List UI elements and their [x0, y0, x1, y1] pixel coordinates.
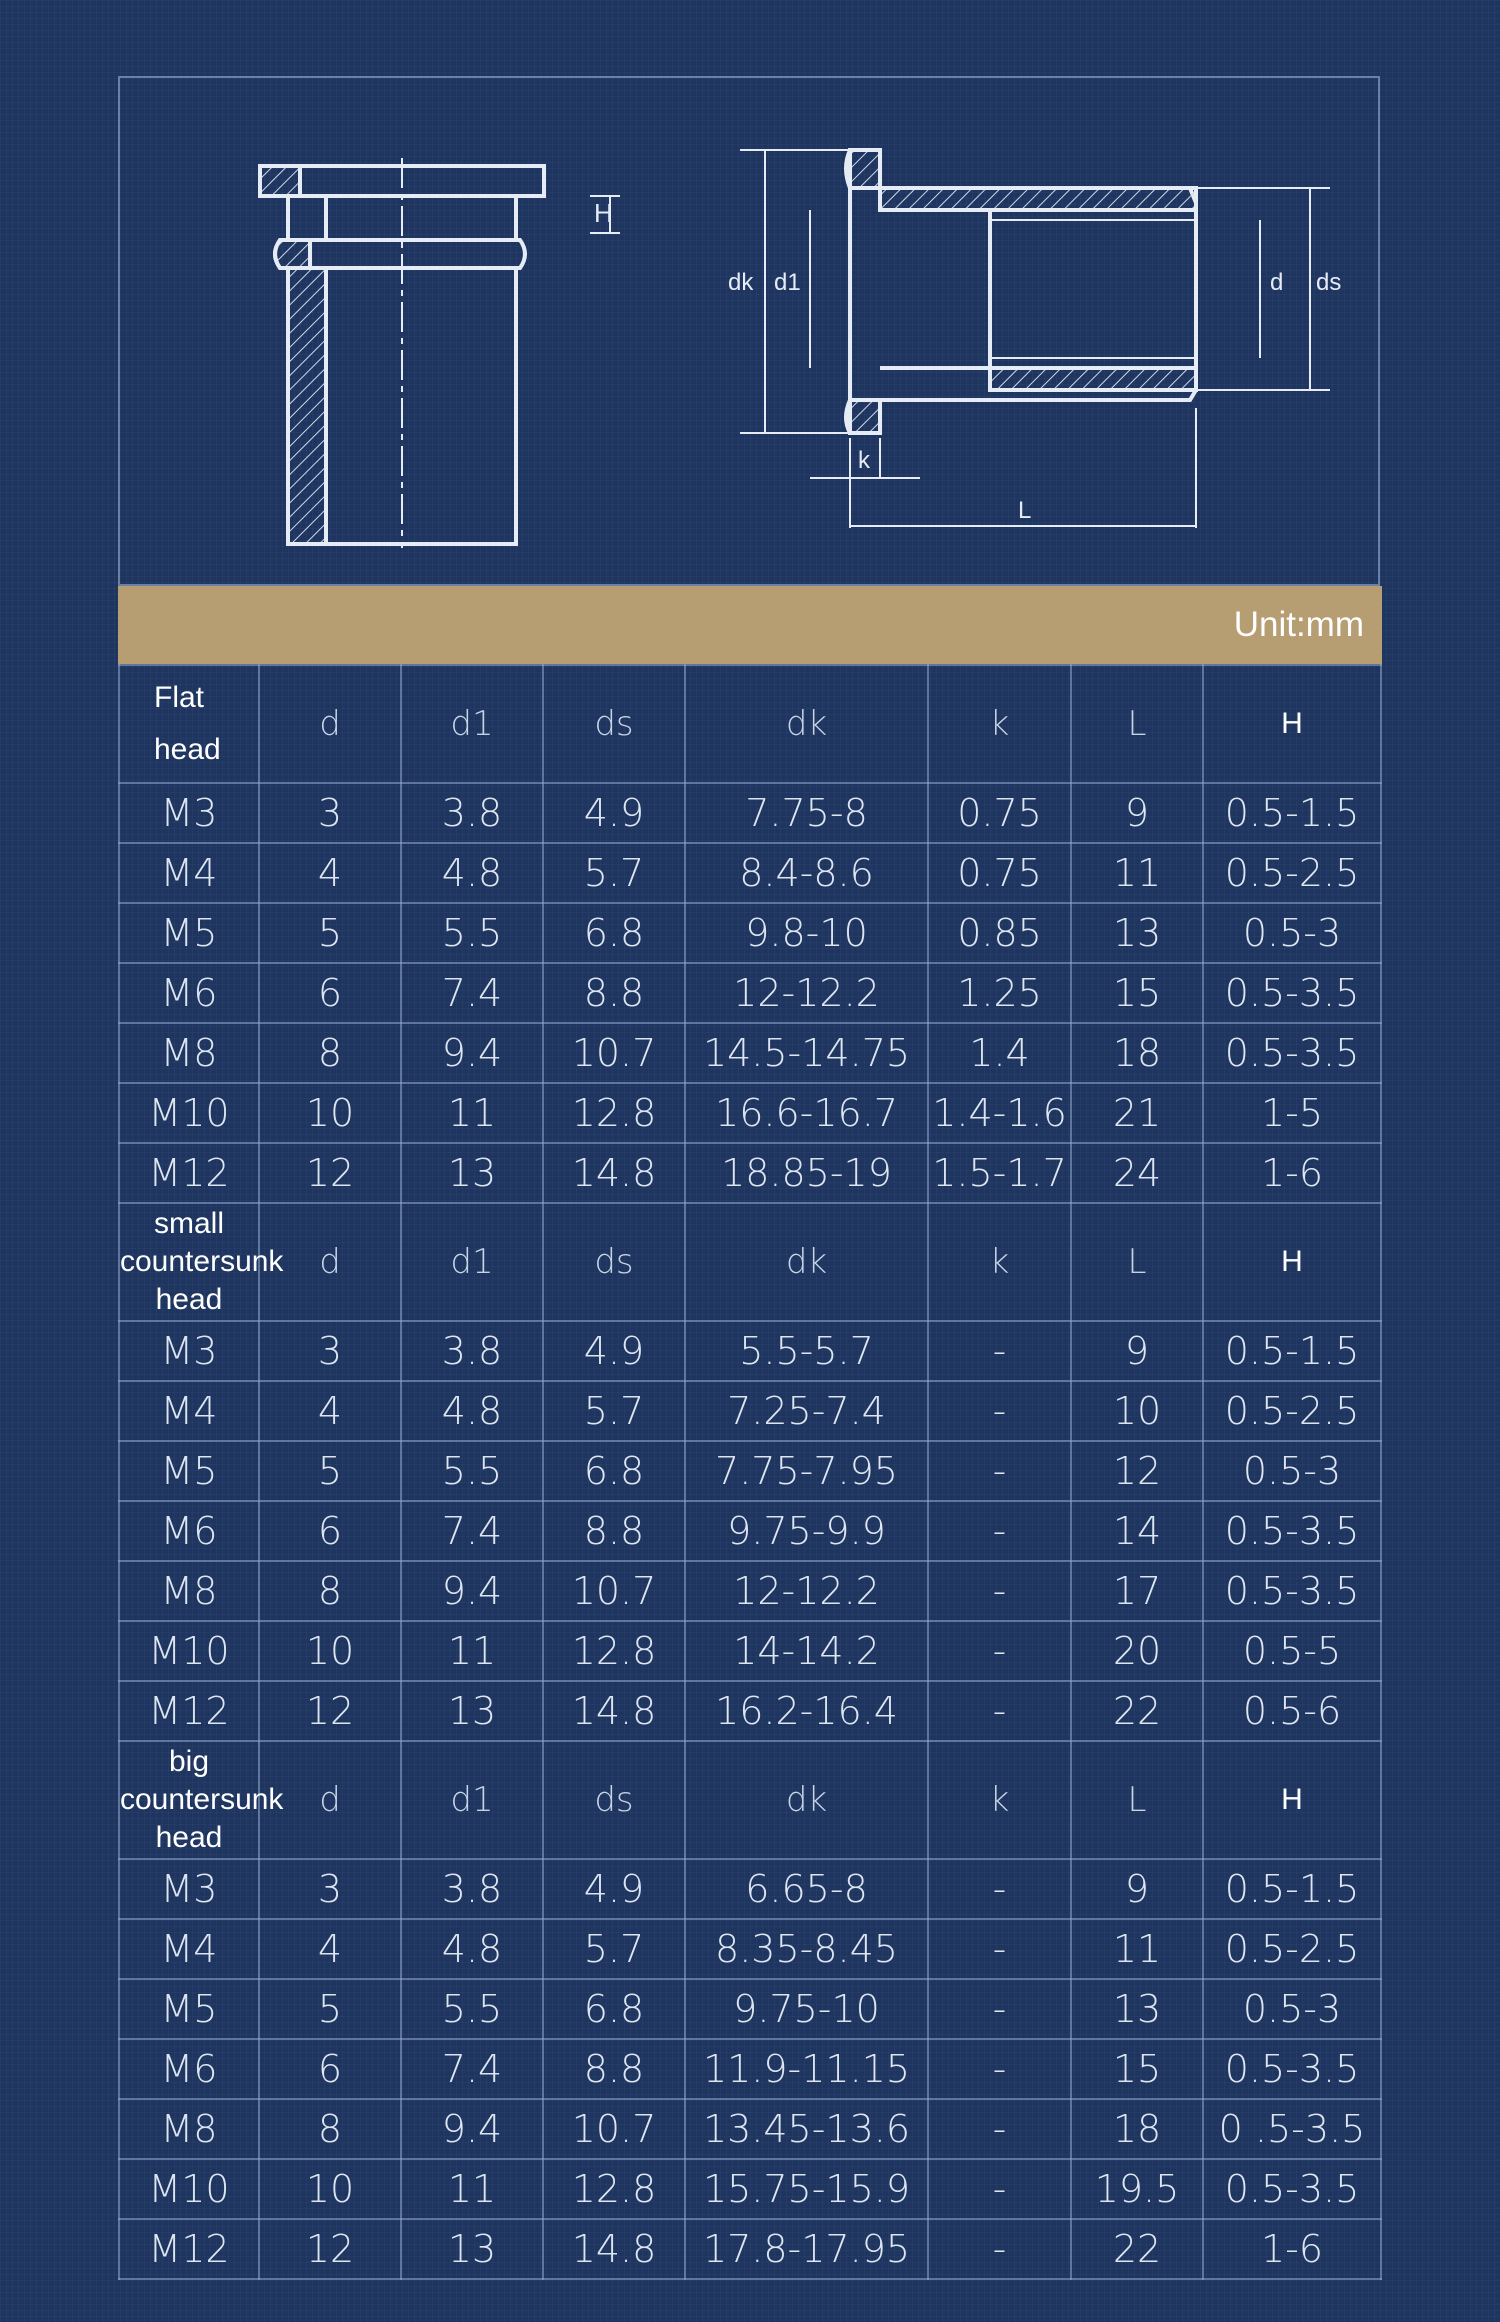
size-cell: M3 — [119, 1321, 259, 1381]
column-header-h: H — [1203, 665, 1381, 783]
size-cell: M5 — [119, 1441, 259, 1501]
size-cell: M3 — [119, 783, 259, 843]
label-d1: d1 — [774, 269, 801, 296]
column-header-k: k — [928, 1741, 1071, 1859]
table-row — [119, 1919, 1381, 1979]
size-cell: M5 — [119, 1979, 259, 2039]
size-cell: M12 — [119, 2219, 259, 2279]
value-cell: 10 — [259, 1083, 401, 1143]
unit-bar — [118, 586, 1382, 664]
value-cell: 18 — [1071, 1023, 1203, 1083]
value-cell: 13.45-13.6 — [685, 2099, 928, 2159]
value-cell: 22 — [1071, 2219, 1203, 2279]
right-section-view — [740, 150, 1330, 528]
value-cell: 8 — [259, 2099, 401, 2159]
value-cell: 0.5-3.5 — [1203, 2159, 1381, 2219]
value-cell: 0.5-3 — [1203, 903, 1381, 963]
value-cell: 6.8 — [543, 1441, 685, 1501]
column-header-d1: d1 — [401, 665, 543, 783]
value-cell: 16.2-16.4 — [685, 1681, 928, 1741]
value-cell: 5.7 — [543, 1381, 685, 1441]
label-ds: ds — [1316, 269, 1342, 296]
value-cell: - — [928, 2219, 1071, 2279]
column-header-d1: d1 — [401, 1203, 543, 1321]
value-cell: 20 — [1071, 1621, 1203, 1681]
size-cell: M8 — [119, 2099, 259, 2159]
column-header-k: k — [928, 665, 1071, 783]
table-row — [119, 1501, 1381, 1561]
value-cell: 14.8 — [543, 2219, 685, 2279]
value-cell: 8.35-8.45 — [685, 1919, 928, 1979]
value-cell: - — [928, 2039, 1071, 2099]
value-cell: - — [928, 1979, 1071, 2039]
value-cell: 0.5-3.5 — [1203, 2039, 1381, 2099]
table-row — [119, 1023, 1381, 1083]
value-cell: 11 — [401, 1621, 543, 1681]
section-label-line: big — [168, 1745, 210, 1778]
value-cell: 9.8-10 — [685, 903, 928, 963]
value-cell: 5.5 — [401, 903, 543, 963]
table-row — [119, 2219, 1381, 2279]
value-cell: 12 — [1071, 1441, 1203, 1501]
value-cell: 5.7 — [543, 843, 685, 903]
table-row — [119, 783, 1381, 843]
value-cell: 0.5-6 — [1203, 1681, 1381, 1741]
unit-label: Unit:mm — [1233, 605, 1364, 644]
value-cell: 0.5-2.5 — [1203, 1919, 1381, 1979]
value-cell: 10.7 — [543, 1023, 685, 1083]
value-cell: - — [928, 1621, 1071, 1681]
value-cell: 5.7 — [543, 1919, 685, 1979]
value-cell: 21 — [1071, 1083, 1203, 1143]
column-header-ds: ds — [543, 665, 685, 783]
column-header-ds: ds — [543, 1741, 685, 1859]
table-row — [119, 1681, 1381, 1741]
value-cell: 0.5-1.5 — [1203, 1321, 1381, 1381]
value-cell: 9 — [1071, 1321, 1203, 1381]
value-cell: 15.75-15.9 — [685, 2159, 928, 2219]
section-header-row — [119, 1741, 1381, 1859]
value-cell: 4.9 — [543, 1321, 685, 1381]
value-cell: 11.9-11.15 — [685, 2039, 928, 2099]
value-cell: 10.7 — [543, 2099, 685, 2159]
value-cell: 9 — [1071, 1859, 1203, 1919]
value-cell: 6.8 — [543, 1979, 685, 2039]
value-cell: 9.4 — [401, 1023, 543, 1083]
value-cell: 0.75 — [928, 843, 1071, 903]
value-cell: 0.5-3.5 — [1203, 1023, 1381, 1083]
value-cell: 10 — [259, 2159, 401, 2219]
value-cell: 9.4 — [401, 1561, 543, 1621]
value-cell: 10 — [1071, 1381, 1203, 1441]
value-cell: 12-12.2 — [685, 963, 928, 1023]
table-row — [119, 1321, 1381, 1381]
value-cell: 7.4 — [401, 963, 543, 1023]
section-label — [119, 665, 259, 783]
value-cell: 9 — [1071, 783, 1203, 843]
value-cell: 13 — [401, 2219, 543, 2279]
value-cell: 0.85 — [928, 903, 1071, 963]
value-cell: 4.8 — [401, 1919, 543, 1979]
column-header-dk: dk — [685, 1203, 928, 1321]
section-label-line: small — [153, 1207, 224, 1240]
size-cell: M3 — [119, 1859, 259, 1919]
value-cell: - — [928, 1381, 1071, 1441]
section-label-line: head — [155, 1283, 223, 1316]
value-cell: 5 — [259, 903, 401, 963]
label-L: L — [1018, 497, 1032, 524]
size-cell: M12 — [119, 1143, 259, 1203]
value-cell: 12.8 — [543, 2159, 685, 2219]
value-cell: 12 — [259, 1681, 401, 1741]
section-label-line: countersunk — [120, 1783, 284, 1816]
table-row — [119, 1381, 1381, 1441]
value-cell: 9.4 — [401, 2099, 543, 2159]
size-cell: M10 — [119, 1083, 259, 1143]
value-cell: - — [928, 1441, 1071, 1501]
table-row — [119, 2159, 1381, 2219]
value-cell: - — [928, 2159, 1071, 2219]
value-cell: 12 — [259, 1143, 401, 1203]
label-H: H — [594, 198, 613, 228]
value-cell: 0.5-3.5 — [1203, 963, 1381, 1023]
column-header-dk: dk — [685, 665, 928, 783]
label-dk: dk — [728, 269, 754, 296]
value-cell: 7.75-7.95 — [685, 1441, 928, 1501]
value-cell: 11 — [1071, 1919, 1203, 1979]
value-cell: 14.5-14.75 — [685, 1023, 928, 1083]
size-cell: M10 — [119, 2159, 259, 2219]
value-cell: 14-14.2 — [685, 1621, 928, 1681]
value-cell: - — [928, 1321, 1071, 1381]
column-header-d: d — [259, 665, 401, 783]
left-section-view — [260, 158, 620, 548]
label-d: d — [1270, 269, 1284, 296]
value-cell: 12-12.2 — [685, 1561, 928, 1621]
table-row — [119, 1561, 1381, 1621]
size-cell: M8 — [119, 1561, 259, 1621]
label-k: k — [858, 447, 870, 474]
value-cell: 0.5-3 — [1203, 1979, 1381, 2039]
table-row — [119, 843, 1381, 903]
value-cell: 15 — [1071, 963, 1203, 1023]
value-cell: 24 — [1071, 1143, 1203, 1203]
value-cell: 14 — [1071, 1501, 1203, 1561]
column-header-l: L — [1071, 665, 1203, 783]
value-cell: - — [928, 1919, 1071, 1979]
value-cell: 17.8-17.95 — [685, 2219, 928, 2279]
value-cell: 7.4 — [401, 2039, 543, 2099]
table-row — [119, 1143, 1381, 1203]
value-cell: 4.9 — [543, 1859, 685, 1919]
value-cell: 8 — [259, 1561, 401, 1621]
table-row — [119, 2039, 1381, 2099]
table-row — [119, 903, 1381, 963]
value-cell: 4.9 — [543, 783, 685, 843]
value-cell: 14.8 — [543, 1681, 685, 1741]
column-header-h: H — [1203, 1741, 1381, 1859]
value-cell: 0.5-5 — [1203, 1621, 1381, 1681]
value-cell: 10 — [259, 1621, 401, 1681]
value-cell: - — [928, 1681, 1071, 1741]
table-row — [119, 1621, 1381, 1681]
value-cell: 5.5-5.7 — [685, 1321, 928, 1381]
value-cell: - — [928, 1859, 1071, 1919]
value-cell: 8.8 — [543, 1501, 685, 1561]
table-row — [119, 1979, 1381, 2039]
value-cell: 6.8 — [543, 903, 685, 963]
column-header-d: d — [259, 1203, 401, 1321]
value-cell: 12.8 — [543, 1621, 685, 1681]
value-cell: 11 — [1071, 843, 1203, 903]
value-cell: 0.5-3.5 — [1203, 1561, 1381, 1621]
size-cell: M10 — [119, 1621, 259, 1681]
value-cell: 7.25-7.4 — [685, 1381, 928, 1441]
value-cell: 1-6 — [1203, 1143, 1381, 1203]
value-cell: 13 — [401, 1681, 543, 1741]
size-cell: M4 — [119, 1381, 259, 1441]
value-cell: 18.85-19 — [685, 1143, 928, 1203]
column-header-l: L — [1071, 1203, 1203, 1321]
value-cell: 19.5 — [1071, 2159, 1203, 2219]
section-label-line: Flat — [154, 681, 205, 714]
value-cell: 0.5-3.5 — [1203, 1501, 1381, 1561]
size-cell: M6 — [119, 963, 259, 1023]
size-cell: M12 — [119, 1681, 259, 1741]
column-header-d: d — [259, 1741, 401, 1859]
value-cell: 6 — [259, 2039, 401, 2099]
value-cell: 7.4 — [401, 1501, 543, 1561]
column-header-l: L — [1071, 1741, 1203, 1859]
value-cell: 3.8 — [401, 1859, 543, 1919]
column-header-k: k — [928, 1203, 1071, 1321]
value-cell: 4 — [259, 843, 401, 903]
value-cell: 3 — [259, 1859, 401, 1919]
value-cell: 0.5-1.5 — [1203, 1859, 1381, 1919]
value-cell: 13 — [1071, 1979, 1203, 2039]
value-cell: 12 — [259, 2219, 401, 2279]
technical-drawing-panel — [118, 76, 1380, 586]
value-cell: - — [928, 1561, 1071, 1621]
value-cell: 4.8 — [401, 843, 543, 903]
size-cell: M4 — [119, 1919, 259, 1979]
value-cell: 3.8 — [401, 1321, 543, 1381]
value-cell: 7.75-8 — [685, 783, 928, 843]
value-cell: 0.5-1.5 — [1203, 783, 1381, 843]
value-cell: 6 — [259, 1501, 401, 1561]
section-label-line: countersunk — [120, 1245, 284, 1278]
value-cell: 3 — [259, 783, 401, 843]
value-cell: 11 — [401, 1083, 543, 1143]
size-cell: M6 — [119, 1501, 259, 1561]
table-row — [119, 1083, 1381, 1143]
value-cell: 3 — [259, 1321, 401, 1381]
section-header-row — [119, 1203, 1381, 1321]
value-cell: 14.8 — [543, 1143, 685, 1203]
value-cell: 1.4-1.6 — [928, 1083, 1071, 1143]
value-cell: 22 — [1071, 1681, 1203, 1741]
value-cell: 8.4-8.6 — [685, 843, 928, 903]
value-cell: 12.8 — [543, 1083, 685, 1143]
section-label-line: head — [155, 1821, 223, 1854]
value-cell: 13 — [1071, 903, 1203, 963]
column-header-dk: dk — [685, 1741, 928, 1859]
value-cell: 4 — [259, 1381, 401, 1441]
specification-table — [118, 664, 1382, 2280]
value-cell: 5.5 — [401, 1441, 543, 1501]
value-cell: 15 — [1071, 2039, 1203, 2099]
value-cell: 1-5 — [1203, 1083, 1381, 1143]
value-cell: 5 — [259, 1979, 401, 2039]
section-label — [119, 1741, 284, 1859]
column-header-h: H — [1203, 1203, 1381, 1321]
rivet-nut-drawing — [120, 78, 1382, 588]
value-cell: 10.7 — [543, 1561, 685, 1621]
value-cell: - — [928, 2099, 1071, 2159]
table-row — [119, 1441, 1381, 1501]
value-cell: 0.5-2.5 — [1203, 843, 1381, 903]
value-cell: 8.8 — [543, 2039, 685, 2099]
value-cell: 1-6 — [1203, 2219, 1381, 2279]
size-cell: M6 — [119, 2039, 259, 2099]
value-cell: 5.5 — [401, 1979, 543, 2039]
value-cell: 17 — [1071, 1561, 1203, 1621]
value-cell: 0.75 — [928, 783, 1071, 843]
value-cell: 5 — [259, 1441, 401, 1501]
value-cell: 16.6-16.7 — [685, 1083, 928, 1143]
column-header-ds: ds — [543, 1203, 685, 1321]
value-cell: 1.25 — [928, 963, 1071, 1023]
value-cell: 11 — [401, 2159, 543, 2219]
size-cell: M8 — [119, 1023, 259, 1083]
value-cell: 8.8 — [543, 963, 685, 1023]
value-cell: 6.65-8 — [685, 1859, 928, 1919]
value-cell: 8 — [259, 1023, 401, 1083]
value-cell: 4.8 — [401, 1381, 543, 1441]
value-cell: 9.75-9.9 — [685, 1501, 928, 1561]
size-cell: M5 — [119, 903, 259, 963]
table-row — [119, 2099, 1381, 2159]
value-cell: 0.5-2.5 — [1203, 1381, 1381, 1441]
section-header-row — [119, 665, 1381, 783]
value-cell: 0.5-3 — [1203, 1441, 1381, 1501]
value-cell: 1.5-1.7 — [928, 1143, 1071, 1203]
value-cell: 3.8 — [401, 783, 543, 843]
column-header-d1: d1 — [401, 1741, 543, 1859]
value-cell: 13 — [401, 1143, 543, 1203]
value-cell: 9.75-10 — [685, 1979, 928, 2039]
value-cell: 18 — [1071, 2099, 1203, 2159]
value-cell: - — [928, 1501, 1071, 1561]
section-label — [119, 1203, 284, 1321]
table-row — [119, 1859, 1381, 1919]
value-cell: 0 .5-3.5 — [1203, 2099, 1381, 2159]
table-row — [119, 963, 1381, 1023]
section-label-line: head — [154, 733, 221, 766]
value-cell: 1.4 — [928, 1023, 1071, 1083]
size-cell: M4 — [119, 843, 259, 903]
value-cell: 4 — [259, 1919, 401, 1979]
value-cell: 6 — [259, 963, 401, 1023]
